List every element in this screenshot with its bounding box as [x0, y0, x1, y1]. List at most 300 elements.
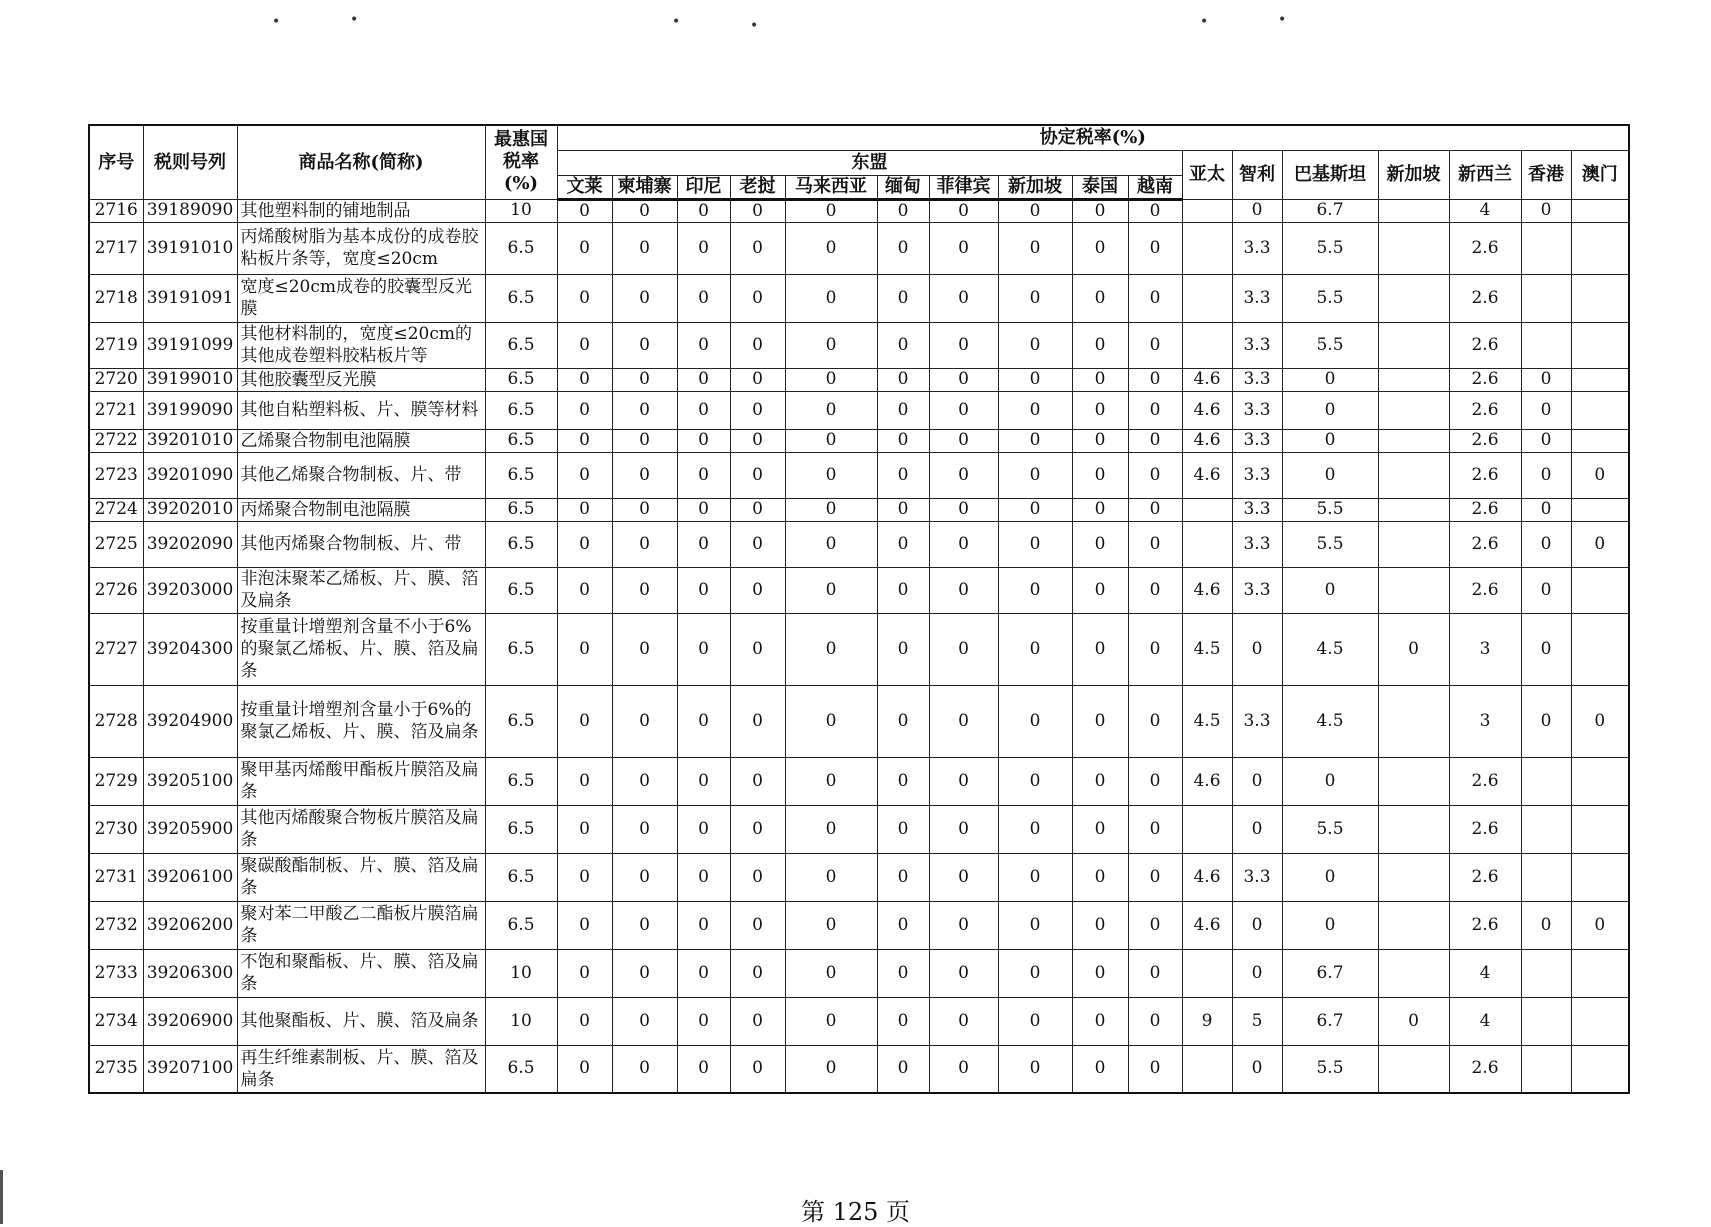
cell-partner-rate: 2.6 [1449, 274, 1521, 322]
cell-partner-rate: 3.3 [1232, 391, 1282, 429]
cell-asean-rate: 0 [998, 805, 1072, 853]
cell-asean-rate: 0 [1072, 757, 1128, 805]
cell-asean-rate: 0 [998, 498, 1072, 521]
cell-asean-rate: 0 [877, 222, 929, 274]
cell-asean-rate: 0 [557, 322, 612, 368]
cell-name: 其他丙烯酸聚合物板片膜箔及扁条 [237, 805, 485, 853]
cell-asean-rate: 0 [557, 997, 612, 1045]
cell-partner-rate: 3.3 [1232, 521, 1282, 567]
cell-asean-rate: 0 [612, 368, 677, 391]
cell-asean-rate: 0 [998, 391, 1072, 429]
cell-asean-rate: 0 [677, 199, 730, 222]
cell-partner-rate: 0 [1571, 901, 1629, 949]
header-partner: 香港 [1521, 150, 1571, 199]
cell-asean-rate: 0 [1072, 567, 1128, 613]
cell-code: 39202010 [143, 498, 237, 521]
cell-seq: 2716 [89, 199, 143, 222]
cell-partner-rate [1182, 498, 1232, 521]
cell-asean-rate: 0 [1072, 222, 1128, 274]
cell-seq: 2720 [89, 368, 143, 391]
cell-seq: 2729 [89, 757, 143, 805]
cell-partner-rate: 4.6 [1182, 853, 1232, 901]
cell-partner-rate [1521, 1045, 1571, 1093]
cell-partner-rate [1378, 567, 1449, 613]
cell-asean-rate: 0 [557, 685, 612, 757]
cell-asean-rate: 0 [730, 521, 785, 567]
cell-asean-rate: 0 [785, 274, 877, 322]
cell-partner-rate [1571, 498, 1629, 521]
cell-asean-rate: 0 [677, 1045, 730, 1093]
header-seq: 序号 [89, 125, 143, 199]
cell-asean-rate: 0 [1128, 368, 1182, 391]
cell-partner-rate: 5.5 [1282, 498, 1378, 521]
cell-asean-rate: 0 [785, 199, 877, 222]
header-asean-country: 泰国 [1072, 175, 1128, 199]
cell-seq: 2722 [89, 429, 143, 452]
scan-speck: • [1278, 12, 1287, 28]
cell-mfn: 6.5 [485, 498, 557, 521]
cell-asean-rate: 0 [612, 274, 677, 322]
cell-partner-rate [1378, 429, 1449, 452]
cell-partner-rate: 0 [1521, 685, 1571, 757]
cell-partner-rate: 5.5 [1282, 521, 1378, 567]
cell-asean-rate: 0 [877, 997, 929, 1045]
cell-partner-rate: 3.3 [1232, 452, 1282, 498]
cell-partner-rate: 0 [1521, 199, 1571, 222]
table-row [89, 997, 1629, 1045]
cell-asean-rate: 0 [612, 853, 677, 901]
cell-asean-rate: 0 [677, 429, 730, 452]
cell-name: 其他自粘塑料板、片、膜等材料 [237, 391, 485, 429]
cell-mfn: 6.5 [485, 429, 557, 452]
header-name: 商品名称(简称) [237, 125, 485, 199]
cell-asean-rate: 0 [929, 368, 998, 391]
cell-asean-rate: 0 [998, 613, 1072, 685]
cell-asean-rate: 0 [677, 498, 730, 521]
cell-asean-rate: 0 [929, 199, 998, 222]
cell-asean-rate: 0 [877, 199, 929, 222]
table-row [89, 805, 1629, 853]
table-row [89, 199, 1629, 222]
cell-name: 聚对苯二甲酸乙二酯板片膜箔扁条 [237, 901, 485, 949]
cell-asean-rate: 0 [730, 997, 785, 1045]
cell-partner-rate: 3 [1449, 685, 1521, 757]
cell-asean-rate: 0 [998, 997, 1072, 1045]
table-row [89, 949, 1629, 997]
cell-partner-rate [1571, 222, 1629, 274]
cell-partner-rate: 0 [1521, 368, 1571, 391]
cell-partner-rate: 0 [1282, 567, 1378, 613]
cell-asean-rate: 0 [730, 757, 785, 805]
cell-partner-rate [1571, 391, 1629, 429]
cell-partner-rate: 6.7 [1282, 997, 1378, 1045]
cell-name: 其他胶囊型反光膜 [237, 368, 485, 391]
cell-asean-rate: 0 [730, 685, 785, 757]
cell-asean-rate: 0 [612, 949, 677, 997]
cell-asean-rate: 0 [677, 521, 730, 567]
cell-partner-rate: 0 [1378, 997, 1449, 1045]
cell-name: 按重量计增塑剂含量小于6%的聚氯乙烯板、片、膜、箔及扁条 [237, 685, 485, 757]
cell-partner-rate: 2.6 [1449, 368, 1521, 391]
cell-partner-rate: 6.7 [1282, 949, 1378, 997]
cell-asean-rate: 0 [785, 685, 877, 757]
cell-asean-rate: 0 [1128, 498, 1182, 521]
cell-asean-rate: 0 [677, 222, 730, 274]
cell-partner-rate: 0 [1378, 613, 1449, 685]
cell-asean-rate: 0 [730, 222, 785, 274]
cell-partner-rate [1571, 757, 1629, 805]
cell-partner-rate: 0 [1571, 452, 1629, 498]
cell-asean-rate: 0 [998, 521, 1072, 567]
table-row [89, 685, 1629, 757]
cell-partner-rate [1521, 222, 1571, 274]
cell-asean-rate: 0 [1128, 391, 1182, 429]
cell-asean-rate: 0 [998, 199, 1072, 222]
cell-seq: 2733 [89, 949, 143, 997]
cell-asean-rate: 0 [612, 997, 677, 1045]
cell-asean-rate: 0 [1128, 199, 1182, 222]
cell-name: 再生纤维素制板、片、膜、箔及扁条 [237, 1045, 485, 1093]
cell-asean-rate: 0 [677, 368, 730, 391]
header-code: 税则号列 [143, 125, 237, 199]
cell-asean-rate: 0 [929, 757, 998, 805]
cell-partner-rate [1182, 274, 1232, 322]
cell-asean-rate: 0 [730, 901, 785, 949]
header-asean-country: 马来西亚 [785, 175, 877, 199]
cell-asean-rate: 0 [1128, 521, 1182, 567]
table-row [89, 322, 1629, 368]
cell-partner-rate: 2.6 [1449, 429, 1521, 452]
cell-asean-rate: 0 [929, 222, 998, 274]
scan-speck: • [750, 18, 759, 34]
cell-asean-rate: 0 [730, 949, 785, 997]
cell-partner-rate [1571, 368, 1629, 391]
cell-code: 39191099 [143, 322, 237, 368]
cell-partner-rate: 0 [1232, 805, 1282, 853]
cell-partner-rate: 5 [1232, 997, 1282, 1045]
cell-partner-rate [1521, 274, 1571, 322]
cell-partner-rate: 0 [1232, 1045, 1282, 1093]
cell-asean-rate: 0 [1072, 997, 1128, 1045]
cell-asean-rate: 0 [877, 949, 929, 997]
cell-asean-rate: 0 [998, 949, 1072, 997]
cell-asean-rate: 0 [785, 1045, 877, 1093]
cell-partner-rate [1521, 853, 1571, 901]
cell-asean-rate: 0 [1072, 613, 1128, 685]
cell-code: 39206300 [143, 949, 237, 997]
cell-asean-rate: 0 [557, 613, 612, 685]
cell-partner-rate: 2.6 [1449, 222, 1521, 274]
cell-partner-rate: 0 [1521, 613, 1571, 685]
cell-partner-rate: 4 [1449, 949, 1521, 997]
cell-code: 39205100 [143, 757, 237, 805]
cell-partner-rate [1521, 997, 1571, 1045]
cell-partner-rate [1378, 949, 1449, 997]
cell-asean-rate: 0 [785, 498, 877, 521]
cell-asean-rate: 0 [557, 1045, 612, 1093]
cell-asean-rate: 0 [1128, 757, 1182, 805]
cell-asean-rate: 0 [1072, 199, 1128, 222]
cell-partner-rate [1378, 498, 1449, 521]
cell-asean-rate: 0 [1128, 274, 1182, 322]
cell-asean-rate: 0 [929, 391, 998, 429]
table-row [89, 1045, 1629, 1093]
cell-asean-rate: 0 [1072, 685, 1128, 757]
cell-asean-rate: 0 [612, 199, 677, 222]
cell-mfn: 6.5 [485, 274, 557, 322]
cell-name: 其他材料制的，宽度≤20cm的其他成卷塑料胶粘板片等 [237, 322, 485, 368]
cell-partner-rate: 0 [1282, 368, 1378, 391]
cell-partner-rate [1182, 222, 1232, 274]
cell-partner-rate: 3.3 [1232, 498, 1282, 521]
cell-partner-rate: 9 [1182, 997, 1232, 1045]
header-partner: 新加坡 [1378, 150, 1449, 199]
cell-mfn: 6.5 [485, 521, 557, 567]
cell-asean-rate: 0 [677, 567, 730, 613]
cell-mfn: 6.5 [485, 322, 557, 368]
cell-asean-rate: 0 [612, 429, 677, 452]
cell-partner-rate [1378, 1045, 1449, 1093]
cell-asean-rate: 0 [877, 805, 929, 853]
cell-mfn: 6.5 [485, 368, 557, 391]
cell-asean-rate: 0 [677, 805, 730, 853]
header-partner: 亚太 [1182, 150, 1232, 199]
tariff-table-container [88, 124, 1628, 1094]
cell-asean-rate: 0 [557, 567, 612, 613]
cell-code: 39206900 [143, 997, 237, 1045]
cell-asean-rate: 0 [730, 274, 785, 322]
header-mfn-line2: 税率 [503, 151, 539, 173]
cell-partner-rate [1182, 322, 1232, 368]
cell-code: 39203000 [143, 567, 237, 613]
header-partner: 巴基斯坦 [1282, 150, 1378, 199]
cell-seq: 2726 [89, 567, 143, 613]
cell-asean-rate: 0 [557, 199, 612, 222]
cell-partner-rate: 3.3 [1232, 322, 1282, 368]
cell-partner-rate: 4.6 [1182, 757, 1232, 805]
header-asean-country: 缅甸 [877, 175, 929, 199]
cell-asean-rate: 0 [677, 901, 730, 949]
cell-asean-rate: 0 [785, 368, 877, 391]
cell-asean-rate: 0 [998, 567, 1072, 613]
table-row [89, 613, 1629, 685]
table-row [89, 498, 1629, 521]
cell-partner-rate: 0 [1282, 757, 1378, 805]
cell-partner-rate: 0 [1282, 452, 1378, 498]
cell-partner-rate: 5.5 [1282, 322, 1378, 368]
cell-partner-rate [1571, 1045, 1629, 1093]
cell-mfn: 6.5 [485, 805, 557, 853]
header-asean-country: 越南 [1128, 175, 1182, 199]
cell-partner-rate [1378, 901, 1449, 949]
table-row [89, 274, 1629, 322]
cell-asean-rate: 0 [557, 901, 612, 949]
cell-code: 39191010 [143, 222, 237, 274]
cell-partner-rate: 3.3 [1232, 274, 1282, 322]
cell-asean-rate: 0 [1072, 452, 1128, 498]
header-asean-country: 菲律宾 [929, 175, 998, 199]
header-mfn [485, 125, 557, 199]
cell-asean-rate: 0 [557, 805, 612, 853]
cell-asean-rate: 0 [785, 222, 877, 274]
scan-speck: • [672, 14, 681, 30]
cell-partner-rate: 2.6 [1449, 805, 1521, 853]
cell-partner-rate [1378, 521, 1449, 567]
scan-speck: • [350, 12, 359, 28]
cell-partner-rate: 0 [1282, 429, 1378, 452]
cell-asean-rate: 0 [998, 685, 1072, 757]
cell-partner-rate [1182, 521, 1232, 567]
cell-partner-rate [1571, 997, 1629, 1045]
cell-partner-rate: 2.6 [1449, 521, 1521, 567]
cell-asean-rate: 0 [557, 853, 612, 901]
table-row [89, 521, 1629, 567]
cell-code: 39206200 [143, 901, 237, 949]
cell-name: 按重量计增塑剂含量不小于6%的聚氯乙烯板、片、膜、箔及扁条 [237, 613, 485, 685]
cell-code: 39199090 [143, 391, 237, 429]
cell-asean-rate: 0 [929, 997, 998, 1045]
cell-partner-rate [1378, 322, 1449, 368]
cell-asean-rate: 0 [730, 368, 785, 391]
cell-partner-rate [1571, 567, 1629, 613]
tariff-body [89, 199, 1629, 1093]
cell-asean-rate: 0 [557, 274, 612, 322]
cell-asean-rate: 0 [929, 521, 998, 567]
cell-name: 丙烯聚合物制电池隔膜 [237, 498, 485, 521]
cell-asean-rate: 0 [612, 222, 677, 274]
cell-mfn: 6.5 [485, 391, 557, 429]
cell-asean-rate: 0 [785, 567, 877, 613]
table-row [89, 391, 1629, 429]
cell-partner-rate: 2.6 [1449, 901, 1521, 949]
cell-partner-rate [1521, 949, 1571, 997]
cell-asean-rate: 0 [1128, 685, 1182, 757]
cell-partner-rate [1378, 274, 1449, 322]
cell-seq: 2734 [89, 997, 143, 1045]
cell-name: 其他聚酯板、片、膜、箔及扁条 [237, 997, 485, 1045]
cell-asean-rate: 0 [877, 368, 929, 391]
cell-asean-rate: 0 [1128, 429, 1182, 452]
cell-asean-rate: 0 [730, 452, 785, 498]
cell-asean-rate: 0 [1072, 901, 1128, 949]
cell-partner-rate: 4.5 [1282, 613, 1378, 685]
header-mfn-line3: (%) [503, 173, 539, 195]
cell-asean-rate: 0 [877, 274, 929, 322]
cell-partner-rate [1571, 429, 1629, 452]
table-row [89, 429, 1629, 452]
cell-asean-rate: 0 [612, 613, 677, 685]
cell-asean-rate: 0 [612, 757, 677, 805]
cell-asean-rate: 0 [677, 613, 730, 685]
cell-asean-rate: 0 [877, 452, 929, 498]
cell-partner-rate: 0 [1571, 521, 1629, 567]
cell-partner-rate: 0 [1521, 391, 1571, 429]
cell-partner-rate [1378, 452, 1449, 498]
cell-partner-rate [1571, 322, 1629, 368]
cell-asean-rate: 0 [730, 498, 785, 521]
cell-asean-rate: 0 [1072, 429, 1128, 452]
cell-asean-rate: 0 [929, 429, 998, 452]
cell-partner-rate: 0 [1521, 901, 1571, 949]
cell-asean-rate: 0 [785, 322, 877, 368]
header-asean-country: 新加坡 [998, 175, 1072, 199]
cell-partner-rate [1378, 222, 1449, 274]
table-row [89, 853, 1629, 901]
cell-partner-rate: 3.3 [1232, 567, 1282, 613]
cell-asean-rate: 0 [1128, 901, 1182, 949]
cell-asean-rate: 0 [612, 685, 677, 757]
cell-asean-rate: 0 [677, 853, 730, 901]
cell-code: 39201010 [143, 429, 237, 452]
cell-asean-rate: 0 [612, 805, 677, 853]
cell-seq: 2735 [89, 1045, 143, 1093]
table-row [89, 757, 1629, 805]
cell-asean-rate: 0 [929, 853, 998, 901]
cell-partner-rate [1378, 199, 1449, 222]
cell-seq: 2730 [89, 805, 143, 853]
cell-name: 聚甲基丙烯酸甲酯板片膜箔及扁条 [237, 757, 485, 805]
cell-partner-rate: 4.6 [1182, 391, 1232, 429]
cell-code: 39206100 [143, 853, 237, 901]
cell-partner-rate [1571, 853, 1629, 901]
cell-asean-rate: 0 [557, 391, 612, 429]
cell-mfn: 10 [485, 997, 557, 1045]
header-asean-country: 文莱 [557, 175, 612, 199]
cell-asean-rate: 0 [877, 1045, 929, 1093]
cell-asean-rate: 0 [929, 567, 998, 613]
cell-asean-rate: 0 [677, 757, 730, 805]
cell-name: 宽度≤20cm成卷的胶囊型反光膜 [237, 274, 485, 322]
page-number: 第 125 页 [800, 1198, 911, 1226]
cell-asean-rate: 0 [998, 368, 1072, 391]
cell-partner-rate: 4.6 [1182, 429, 1232, 452]
cell-asean-rate: 0 [1072, 498, 1128, 521]
cell-asean-rate: 0 [929, 322, 998, 368]
cell-asean-rate: 0 [785, 429, 877, 452]
cell-name: 其他乙烯聚合物制板、片、带 [237, 452, 485, 498]
cell-asean-rate: 0 [929, 498, 998, 521]
cell-partner-rate: 4.6 [1182, 901, 1232, 949]
table-row [89, 452, 1629, 498]
cell-asean-rate: 0 [877, 901, 929, 949]
cell-partner-rate: 0 [1282, 853, 1378, 901]
cell-partner-rate [1571, 613, 1629, 685]
cell-partner-rate: 5.5 [1282, 805, 1378, 853]
cell-partner-rate [1571, 805, 1629, 853]
cell-partner-rate [1571, 199, 1629, 222]
cell-asean-rate: 0 [998, 322, 1072, 368]
cell-asean-rate: 0 [730, 613, 785, 685]
cell-asean-rate: 0 [877, 757, 929, 805]
cell-partner-rate [1378, 391, 1449, 429]
cell-partner-rate: 2.6 [1449, 757, 1521, 805]
cell-asean-rate: 0 [612, 498, 677, 521]
cell-asean-rate: 0 [557, 452, 612, 498]
cell-code: 39205900 [143, 805, 237, 853]
cell-mfn: 10 [485, 199, 557, 222]
cell-asean-rate: 0 [1128, 567, 1182, 613]
cell-asean-rate: 0 [677, 997, 730, 1045]
cell-asean-rate: 0 [730, 199, 785, 222]
cell-asean-rate: 0 [677, 685, 730, 757]
cell-asean-rate: 0 [877, 521, 929, 567]
cell-code: 39199010 [143, 368, 237, 391]
header-mfn-line1: 最惠国 [494, 129, 548, 151]
cell-name: 不饱和聚酯板、片、膜、箔及扁条 [237, 949, 485, 997]
cell-asean-rate: 0 [929, 452, 998, 498]
cell-partner-rate: 0 [1232, 199, 1282, 222]
cell-partner-rate: 0 [1521, 567, 1571, 613]
